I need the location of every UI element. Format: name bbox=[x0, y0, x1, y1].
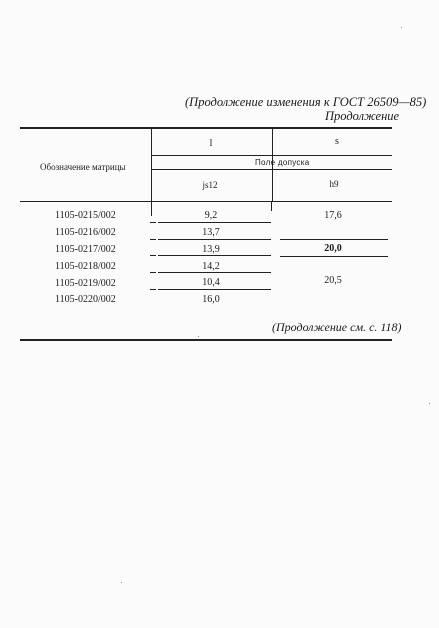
tolerance-rule bbox=[151, 169, 392, 170]
table-top-rule bbox=[20, 127, 392, 129]
col-divider-l-s-body bbox=[271, 201, 272, 211]
continued-on-note: (Продолжение см. с. 118) bbox=[272, 320, 402, 334]
scan-speck bbox=[121, 582, 122, 583]
scan-speck bbox=[429, 403, 430, 404]
row-rule bbox=[150, 222, 156, 223]
table-row-designation: 1105-0220/002 bbox=[55, 294, 116, 305]
table-row-designation: 1105-0217/002 bbox=[55, 244, 116, 255]
row-rule bbox=[150, 289, 156, 290]
row-rule bbox=[158, 289, 271, 290]
row-rule bbox=[158, 222, 271, 223]
table-row-designation: 1105-0219/002 bbox=[55, 278, 116, 289]
row-rule bbox=[150, 239, 156, 240]
table-row-l-value: 10,4 bbox=[202, 277, 220, 288]
table-bottom-rule bbox=[20, 339, 392, 341]
table-row-l-value: 9,2 bbox=[204, 210, 218, 221]
table-row-s-value: 20,5 bbox=[324, 275, 342, 286]
col-l-header: l bbox=[209, 138, 213, 149]
continuation-note: (Продолжение изменения к ГОСТ 26509—85) bbox=[185, 95, 427, 109]
continuation-label: Продолжение bbox=[325, 109, 400, 123]
scan-speck bbox=[401, 27, 402, 28]
scan-speck bbox=[198, 336, 199, 337]
row-rule bbox=[150, 255, 156, 256]
tol-l-header: js12 bbox=[202, 180, 218, 190]
table-row-s-value: 20,0 bbox=[324, 243, 342, 254]
table-row-designation: 1105-0218/002 bbox=[55, 261, 116, 272]
tolerance-field-header: Поле допуска bbox=[255, 158, 310, 167]
row-rule bbox=[158, 239, 271, 240]
table-row-s-value: 17,6 bbox=[324, 210, 342, 221]
table-row-designation: 1105-0216/002 bbox=[55, 227, 116, 238]
col-s-header: s bbox=[335, 136, 339, 147]
row-rule bbox=[150, 272, 156, 273]
table-row-l-value: 13,9 bbox=[202, 244, 220, 255]
header-mid-rule bbox=[151, 155, 392, 156]
row-header: Обозначение матрицы bbox=[40, 162, 126, 172]
row-rule bbox=[158, 272, 271, 273]
table-row-l-value: 14,2 bbox=[202, 261, 220, 272]
table-row-designation: 1105-0215/002 bbox=[55, 210, 116, 221]
header-bottom-rule bbox=[20, 201, 392, 202]
tol-s-header: h9 bbox=[329, 179, 339, 189]
table-row-l-value: 16,0 bbox=[202, 294, 220, 305]
col-divider-main bbox=[151, 128, 152, 216]
table-row-l-value: 13,7 bbox=[202, 227, 220, 238]
row-rule bbox=[280, 239, 388, 240]
row-rule bbox=[280, 256, 388, 257]
row-rule bbox=[158, 255, 271, 256]
